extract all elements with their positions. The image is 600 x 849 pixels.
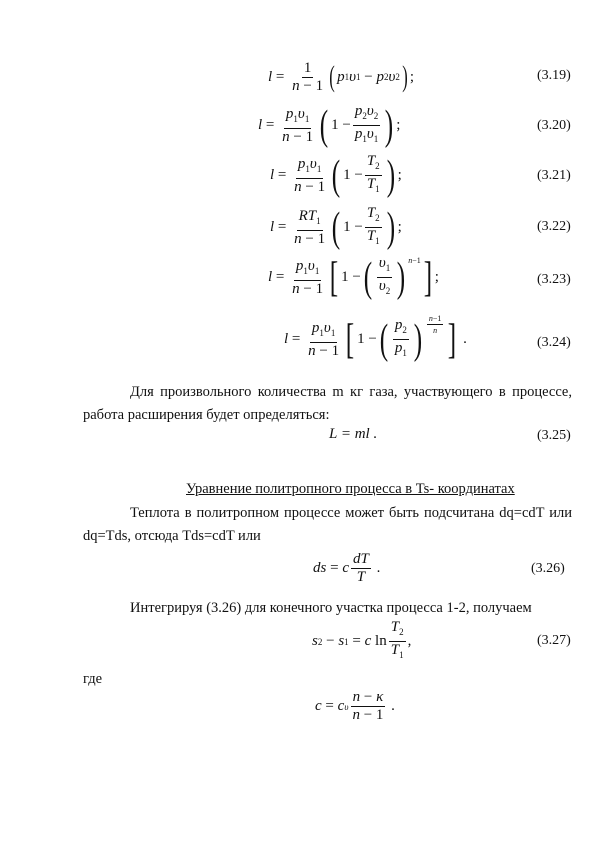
equation-3-20: l = $p_1\upsilon_1$ n − 1 ( 1 − $p_2\upsilon_2$ $p_1\upsilon_1$ ) ; xyxy=(258,102,401,149)
equation-number-3-19: (3.19) xyxy=(537,68,571,83)
equation-3-21: l = $p_1\upsilon_1$ n − 1 ( 1 − $T_2$ $T_1$ ) ; xyxy=(270,152,402,199)
equation-3-26: ds = c dT T . xyxy=(313,551,381,585)
equation-3-24: l = $p_1\upsilon_1$ n − 1 [ 1 − ( $p_2$ $p_1$ ) n−1 n ] . xyxy=(284,314,467,363)
equation-3-19: l = 1 n − 1 ( p 1 υ 1 − p 2 υ 2 ) ; xyxy=(268,59,415,94)
equation-number-3-24: (3.24) xyxy=(537,335,571,350)
equation-specific-heat: c = c υ n − κ n − 1 . xyxy=(315,689,395,723)
section-heading: Уравнение политропного процесса в Ts- координатах xyxy=(186,481,515,497)
equation-3-22: l = $RT_1$ n − 1 ( 1 − $T_2$ $T_1$ ) ; xyxy=(270,204,402,251)
where-label: где xyxy=(83,671,103,687)
paragraph-heat-line2: dq=Tds, отсюда Tds=cdT или xyxy=(83,528,261,544)
equation-number-3-22: (3.22) xyxy=(537,219,571,234)
paragraph-amount-of-gas-line1: Для произвольного количества m кг газа, участвующего в процессе, xyxy=(130,384,572,400)
equation-number-3-26: (3.26) xyxy=(531,561,565,576)
equation-3-27: s 2 − s 1 = c ln $T_2$ $T_1$ , xyxy=(312,619,412,660)
equation-number-3-25: (3.25) xyxy=(537,428,571,443)
equation-number-3-20: (3.20) xyxy=(537,118,571,133)
paragraph-heat-line1: Теплота в политропном процессе может быть подсчитана dq=cdT или xyxy=(130,505,572,521)
equation-number-3-21: (3.21) xyxy=(537,168,571,183)
equation-number-3-27: (3.27) xyxy=(537,633,571,648)
paragraph-integrating: Интегрируя (3.26) для конечного участка процесса 1-2, получаем xyxy=(130,600,532,616)
equation-3-25: L = ml . xyxy=(329,426,378,442)
equation-number-3-23: (3.23) xyxy=(537,272,571,287)
equation-3-23: l = $p_1\upsilon_1$ n − 1 [ 1 − ( $\upsilon_1$ $\upsilon_2$ ) $^{n -1}$ ] ; xyxy=(268,254,439,301)
paragraph-amount-of-gas-line2: работа расширения будет определяться: xyxy=(83,407,330,423)
